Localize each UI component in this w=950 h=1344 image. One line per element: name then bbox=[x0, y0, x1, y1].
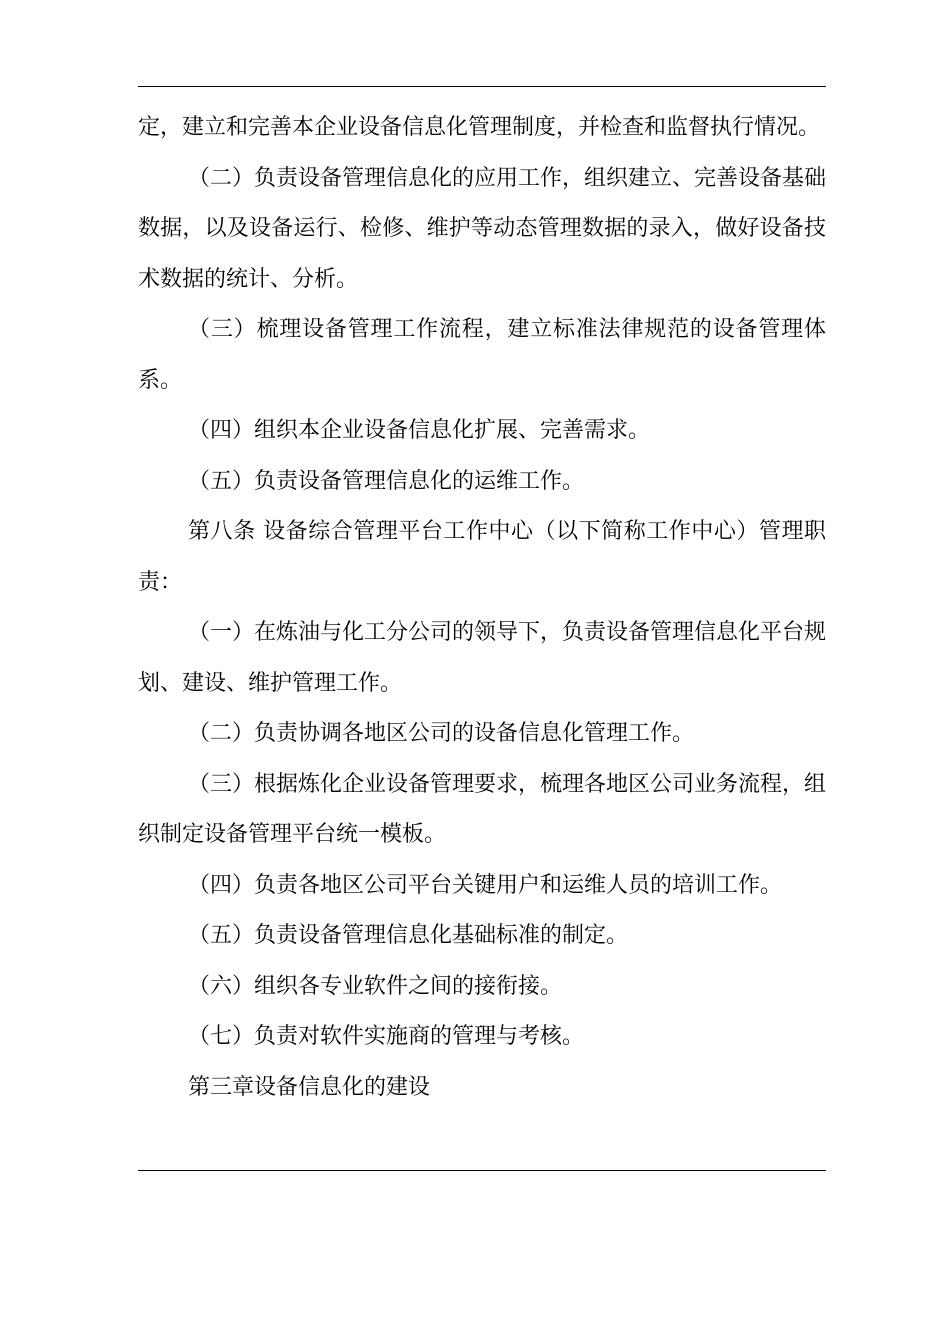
header-rule bbox=[138, 86, 826, 87]
paragraph-duty-5: （五）负责设备管理信息化基础标准的制定。 bbox=[188, 923, 629, 948]
paragraph-duty-2: （二）负责协调各地区公司的设备信息化管理工作。 bbox=[188, 721, 695, 746]
paragraph-duty-6: （六）组织各专业软件之间的接衔接。 bbox=[188, 973, 563, 999]
paragraph-item-4: （四）组织本企业设备信息化扩展、完善需求。 bbox=[188, 418, 651, 443]
paragraph-item-2: （二）负责设备管理信息化的应用工作，组织建立、完善设备基础数据，以及设备运行、检修、维护等动态管理数据的录入，做好设备技术数据的统计、分析。 bbox=[138, 165, 827, 292]
paragraph-duty-7: （七）负责对软件实施商的管理与考核。 bbox=[188, 1024, 585, 1049]
paragraph-duty-4: （四）负责各地区公司平台关键用户和运维人员的培训工作。 bbox=[188, 872, 783, 898]
paragraph-continuation: 定，建立和完善本企业设备信息化管理制度，并检查和监督执行情况。 bbox=[138, 115, 821, 140]
document-body bbox=[138, 103, 826, 1113]
paragraph-item-5: （五）负责设备管理信息化的运维工作。 bbox=[188, 468, 585, 494]
chapter-three-heading: 第三章设备信息化的建设 bbox=[188, 1074, 431, 1100]
paragraph-duty-1: （一）在炼油与化工分公司的领导下，负责设备管理信息化平台规划、建设、维护管理工作。 bbox=[138, 620, 827, 696]
footer-rule bbox=[138, 1170, 826, 1171]
paragraph-duty-3: （三）根据炼化企业设备管理要求，梳理各地区公司业务流程，组织制定设备管理平台统一模板。 bbox=[138, 771, 827, 847]
paragraph-item-3: （三）梳理设备管理工作流程，建立标准法律规范的设备管理体系。 bbox=[138, 317, 826, 393]
article-eight-heading: 第八条 设备综合管理平台工作中心（以下简称工作中心）管理职责： bbox=[138, 519, 826, 595]
